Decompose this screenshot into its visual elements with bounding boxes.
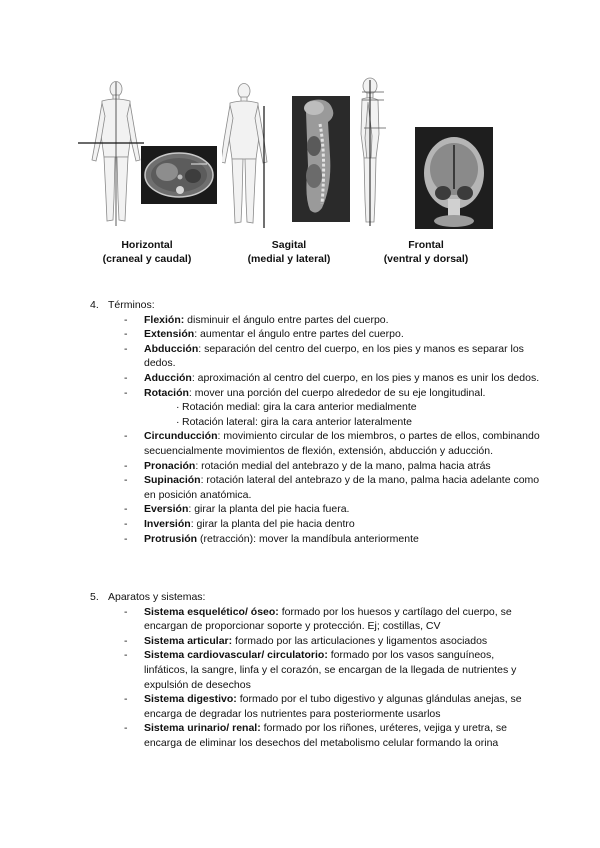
term-label: Flexión: [144,313,185,326]
rotation-sub-item: · Rotación medial: gira la cara anterior medialmente [176,401,417,414]
term-label: Circunducción [144,430,218,443]
section-4-title: Términos: [108,299,155,311]
list-item: - Abducción: separación del centro del cuerpo, en los pies y manos es separar los dedos. [124,342,524,370]
frontal-plane-figure [350,76,390,232]
term-description: : aumentar el ángulo entre partes del cuerpo. [194,328,404,341]
term-description: : girar la planta del pie hacia fuera. [188,503,350,516]
section-terminos [90,298,540,546]
term-description: : girar la planta del pie hacia dentro [190,517,355,530]
term-description: : rotación lateral del antebrazo y de la mano, palma hacia adelante como en posición anatómica. [144,474,540,501]
term-label: Protrusión [144,532,198,545]
list-item: - Sistema cardiovascular/ circulatorio: formado por los vasos sanguíneos, linfáticos, la sangre, linfa y el corazón, se encargan de la llegada de nutrientes y expulsión de desechos [124,649,517,691]
term-label: Abducción [144,342,199,355]
system-description: formado por las articulaciones y ligamentos asociados [232,634,488,647]
sagital-title: Sagital [271,239,307,251]
section-aparatos [90,590,540,751]
section-4-number: 4. [90,299,99,311]
section-5-heading [90,590,540,605]
system-label: Sistema digestivo: [144,693,237,706]
term-label: Supinación [144,474,201,487]
frontal-subtitle: (ventral y dorsal) [383,253,469,265]
list-item: - Sistema urinario/ renal: formado por los riñones, uréteres, vejiga y uretra, se encarga de eliminar los desechos del metabolismo celular formando la orina [124,722,508,749]
terms-list [124,313,540,547]
horizontal-caption [82,238,212,266]
system-label: Sistema cardiovascular/ circulatorio: [144,649,328,662]
term-description: : rotación medial del antebrazo y de la mano, palma hacia atrás [195,459,491,472]
sagital-caption [226,238,352,266]
list-item: - Supinación: rotación lateral del antebrazo y de la mano, palma hacia adelante como en posición anatómica. [124,474,540,501]
list-item: - Sistema digestivo: formado por el tubo digestivo y algunas glándulas anejas, se encarga de degradar los nutrientes para posteriormente usarlos [124,693,522,720]
horizontal-subtitle: (craneal y caudal) [102,253,192,265]
system-description: formado por los riñones, uréteres, vejiga y uretra, se encarga de eliminar los desechos del metabolismo celular formando la orina [144,722,508,749]
list-item: - Flexión: disminuir el ángulo entre partes del cuerpo. [124,313,389,326]
term-label: Inversión [144,517,191,530]
term-description: : movimiento circular de los miembros, o partes de ellos, combinando secuencialmente movimientos de flexión, extensión, abducción y aducción. [144,430,540,457]
term-label: Aducción [144,371,192,384]
system-description: formado por el tubo digestivo y algunas glándulas anejas, se encarga de degradar los nutrientes para posteriormente usarlos [144,693,522,720]
list-item: - Sistema esquelético/ óseo: formado por los huesos y cartílago del cuerpo, se encargan de proporcionar soporte y protección. Ej; costillas, CV [124,605,512,633]
frontal-caption [364,238,488,266]
list-item: - Pronación: rotación medial del antebrazo y de la mano, palma hacia atrás [124,459,491,472]
system-label: Sistema articular: [144,634,233,647]
frontal-title: Frontal [408,239,444,251]
sagittal-plane-figure [222,82,282,232]
list-item: - Eversión: girar la planta del pie hacia fuera. [124,503,350,516]
term-description: : separación del centro del cuerpo, en los pies y manos es separar los dedos. [144,342,524,370]
systems-list [124,605,540,751]
section-4-heading [90,298,540,313]
list-item: - Circunducción: movimiento circular de los miembros, o partes de ellos, combinando secuencialmente movimientos de flexión, extensión, abducción y aducción. [124,430,540,457]
list-item: - Protrusión (retracción): mover la mandíbula anteriormente [124,532,419,545]
system-description: formado por los vasos sanguíneos, linfáticos, la sangre, linfa y el corazón, se encargan de la llegada de nutrientes y expulsión de desechos [144,649,517,691]
term-label: Rotación [144,386,189,399]
list-item: - Aducción: aproximación al centro del cuerpo, en los pies y manos es unir los dedos. [124,371,540,384]
system-label: Sistema esquelético/ óseo: [144,605,279,618]
horizontal-title: Horizontal [121,239,173,251]
axial-ct-image [141,146,217,204]
system-description: formado por los huesos y cartílago del cuerpo, se encargan de proporcionar soporte y protección. Ej; costillas, CV [144,605,512,633]
term-description: : mover una porción del cuerpo alrededor de su eje longitudinal. [188,386,486,399]
sagittal-section-image [292,96,350,222]
list-item: - Inversión: girar la planta del pie hacia dentro [124,517,355,530]
rotation-medial: Rotación medial: gira la cara anterior medialmente [182,401,417,414]
list-item: - Extensión: aumentar el ángulo entre partes del cuerpo. [124,328,404,341]
term-description: : aproximación al centro del cuerpo, en los pies y manos es unir los dedos. [191,371,540,384]
term-description: disminuir el ángulo entre partes del cuerpo. [184,313,389,326]
sagital-subtitle: (medial y lateral) [247,253,331,265]
term-label: Pronación [144,459,196,472]
rotation-sub-item: · Rotación lateral: gira la cara anterior lateralmente [176,415,412,428]
section-5-number: 5. [90,591,99,603]
system-label: Sistema urinario/ renal: [144,722,261,735]
list-item: - Sistema articular: formado por las articulaciones y ligamentos asociados [124,634,488,647]
section-5-title: Aparatos y sistemas: [108,591,206,603]
term-label: Eversión [144,503,189,516]
rotation-lateral: Rotación lateral: gira la cara anterior lateralmente [182,415,412,428]
term-label: Extensión [144,328,195,341]
term-description: (retracción): mover la mandíbula anteriormente [197,532,419,545]
coronal-mri-image [415,127,493,229]
list-item: - Rotación: mover una porción del cuerpo alrededor de su eje longitudinal. · Rotación medial: gira la cara anterior medialmente · Rotación lateral: gira la cara anterior lateralmente [124,386,540,430]
